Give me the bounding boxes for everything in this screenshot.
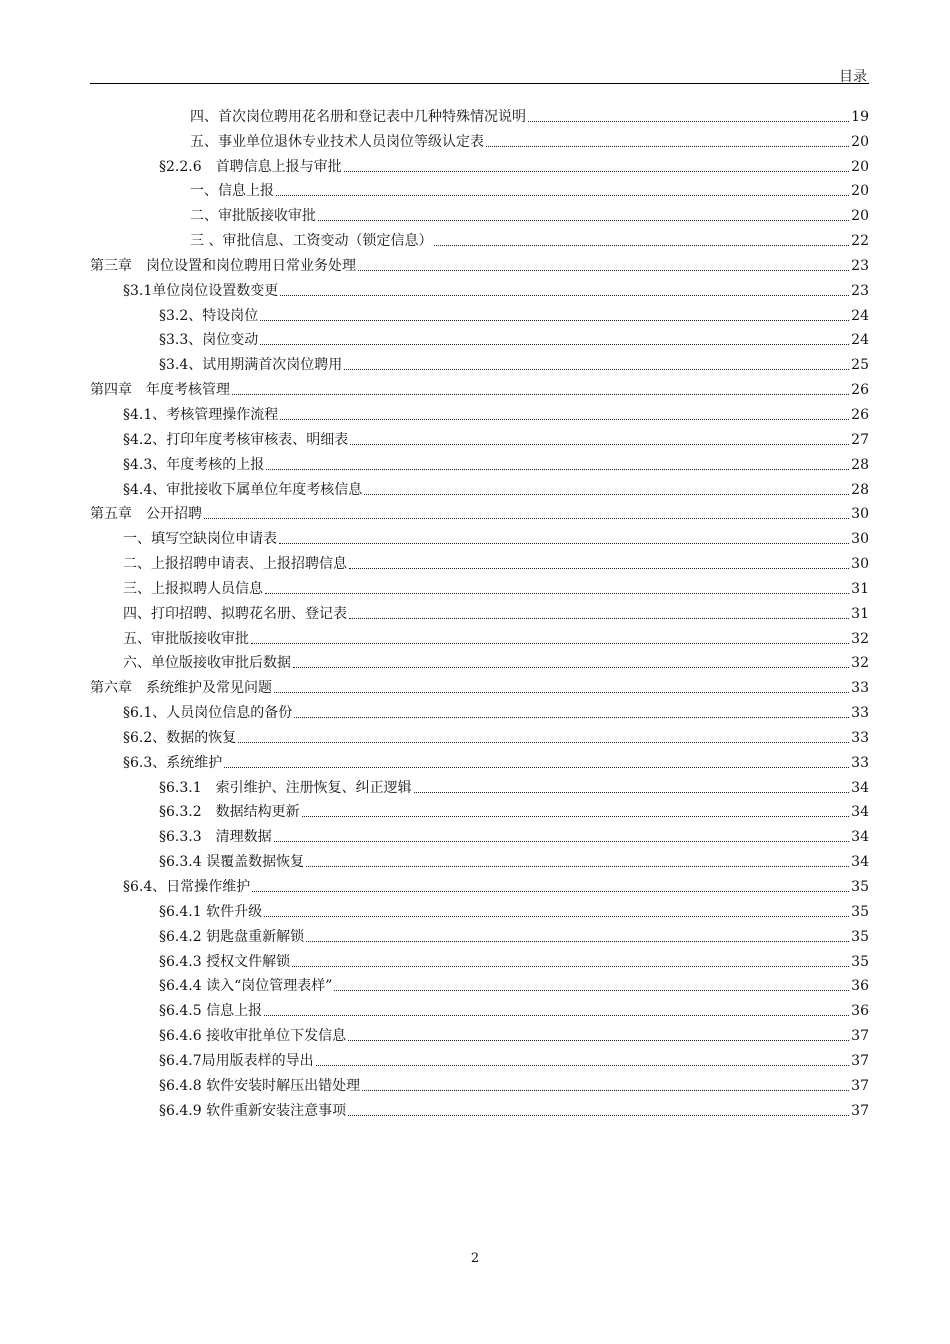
toc-entry-title: 六、单位版接收审批后数据 <box>123 655 291 672</box>
dot-leader <box>224 767 849 768</box>
toc-entry-page: 26 <box>851 406 869 423</box>
toc-entry[interactable] <box>90 821 869 846</box>
running-header-title: 目录 <box>839 69 867 85</box>
page-number: 2 <box>470 1251 480 1266</box>
dot-leader <box>280 295 849 296</box>
dot-leader <box>364 494 849 495</box>
toc-entry-title: §6.4.5 信息上报 <box>159 1003 263 1020</box>
toc-entry-page: 34 <box>851 829 869 846</box>
toc-entry-page: 37 <box>851 1102 869 1119</box>
toc-entry-page: 32 <box>851 630 869 647</box>
toc-entry[interactable] <box>90 1070 869 1095</box>
toc-entry-title: §6.3.2 数据结构更新 <box>159 804 300 821</box>
toc-entry-title: §6.3.1 索引维护、注册恢复、纠正逻辑 <box>159 779 412 796</box>
toc-entry-title: §6.4.4 读入“岗位管理表样” <box>159 978 333 995</box>
toc-entry-page: 23 <box>851 257 869 274</box>
dot-leader <box>348 1115 849 1116</box>
dot-leader <box>350 444 849 445</box>
toc-entry[interactable] <box>90 722 869 747</box>
toc-entry[interactable] <box>90 275 869 300</box>
toc-entry-title: §6.2、数据的恢复 <box>123 729 237 746</box>
toc-entry[interactable] <box>90 126 869 151</box>
dot-leader <box>302 816 850 817</box>
toc-entry-page: 33 <box>851 754 869 771</box>
toc-entry[interactable] <box>90 797 869 822</box>
toc-entry-title: §6.3.3 清理数据 <box>159 829 272 846</box>
dot-leader <box>292 966 849 967</box>
toc-entry-title: §6.4.1 软件升级 <box>159 903 263 920</box>
toc-entry[interactable] <box>90 499 869 524</box>
toc-entry-page: 28 <box>851 456 869 473</box>
toc-entry-page: 30 <box>851 506 869 523</box>
toc-entry-page: 35 <box>851 928 869 945</box>
dot-leader <box>434 245 849 246</box>
toc-entry[interactable] <box>90 176 869 201</box>
dot-leader <box>238 742 849 743</box>
toc-entry[interactable] <box>90 921 869 946</box>
dot-leader <box>334 990 849 991</box>
toc-entry-page: 25 <box>851 357 869 374</box>
toc-entry-page: 23 <box>851 282 869 299</box>
toc-entry-page: 26 <box>851 382 869 399</box>
toc-entry[interactable] <box>90 300 869 325</box>
toc-entry-page: 33 <box>851 680 869 697</box>
dot-leader <box>264 1015 849 1016</box>
toc-entry-title: 四、打印招聘、拟聘花名册、登记表 <box>123 605 347 622</box>
toc-entry-title: §6.4、日常操作维护 <box>123 879 251 895</box>
dot-leader <box>251 643 849 644</box>
toc-entry-page: 22 <box>851 233 869 250</box>
dot-leader <box>260 320 849 321</box>
toc-entry-title: §4.1、考核管理操作流程 <box>123 406 279 423</box>
dot-leader <box>316 1065 850 1066</box>
dot-leader <box>274 841 850 842</box>
toc-entry-page: 32 <box>851 655 869 672</box>
toc-entry-page: 20 <box>851 158 869 175</box>
toc-entry-title: 三、上报拟聘人员信息 <box>123 580 263 597</box>
toc-entry-title: §4.2、打印年度考核审核表、明细表 <box>123 431 349 448</box>
dot-leader <box>344 171 850 172</box>
toc-entry[interactable] <box>90 623 869 648</box>
header-divider <box>90 83 869 84</box>
toc-entry[interactable] <box>90 871 869 896</box>
toc-entry-page: 33 <box>851 729 869 746</box>
dot-leader <box>264 916 849 917</box>
toc-entry[interactable] <box>90 946 869 971</box>
toc-entry-title: 第五章 公开招聘 <box>90 506 202 523</box>
toc-entry-title: §6.4.2 钥匙盘重新解锁 <box>159 928 305 945</box>
dot-leader <box>344 369 849 370</box>
toc-entry-title: §6.4.9 软件重新安装注意事项 <box>159 1102 347 1119</box>
dot-leader <box>274 692 849 693</box>
toc-entry-title: §3.3、岗位变动 <box>159 332 259 349</box>
toc-entry[interactable] <box>90 1095 869 1120</box>
toc-entry[interactable] <box>90 449 869 474</box>
toc-entry-title: §3.1单位岗位设置数变更 <box>123 282 279 299</box>
toc-entry[interactable] <box>90 573 869 598</box>
toc-entry-page: 20 <box>851 133 869 150</box>
dot-leader <box>280 419 849 420</box>
toc-entry[interactable] <box>90 474 869 499</box>
toc-entry[interactable] <box>90 772 869 797</box>
toc-entry[interactable] <box>90 995 869 1020</box>
toc-entry-title: §6.4.6 接收审批单位下发信息 <box>159 1028 347 1045</box>
toc-entry[interactable] <box>90 598 869 623</box>
toc-entry[interactable] <box>90 523 869 548</box>
toc-entry-title: §6.1、人员岗位信息的备份 <box>123 705 293 722</box>
toc-entry-page: 35 <box>851 903 869 920</box>
toc-entry-page: 35 <box>851 879 869 895</box>
toc-entry-page: 37 <box>851 1028 869 1045</box>
toc-entry-title: §2.2.6 首聘信息上报与审批 <box>159 158 342 175</box>
dot-leader <box>348 1040 849 1041</box>
toc-entry-page: 27 <box>851 431 869 448</box>
toc-entry-title: 五、事业单位退休专业技术人员岗位等级认定表 <box>190 133 484 150</box>
toc-entry-page: 19 <box>851 108 869 125</box>
dot-leader <box>294 717 849 718</box>
toc-entry[interactable] <box>90 399 869 424</box>
toc-entry-title: §3.2、特设岗位 <box>159 307 259 324</box>
toc-entry-title: §3.4、试用期满首次岗位聘用 <box>159 357 343 374</box>
toc-entry-page: 24 <box>851 332 869 349</box>
toc-entry-title: §4.3、年度考核的上报 <box>123 456 265 473</box>
toc-entry-title: §4.4、审批接收下属单位年度考核信息 <box>123 481 363 498</box>
toc-entry-title: §6.3、系统维护 <box>123 754 223 771</box>
toc-entry-page: 36 <box>851 978 869 995</box>
toc-entry[interactable] <box>90 846 869 871</box>
dot-leader <box>265 593 849 594</box>
toc-entry-page: 36 <box>851 1003 869 1020</box>
toc-entry[interactable] <box>90 971 869 996</box>
toc-entry-title: 四、首次岗位聘用花名册和登记表中几种特殊情况说明 <box>190 108 526 125</box>
toc-entry[interactable] <box>90 151 869 176</box>
toc-entry-title: §6.4.8 软件安装时解压出错处理 <box>159 1077 361 1094</box>
dot-leader <box>232 394 849 395</box>
toc-entry[interactable] <box>90 697 869 722</box>
dot-leader <box>318 220 849 221</box>
table-of-contents <box>90 101 869 1120</box>
toc-entry-page: 20 <box>851 183 869 200</box>
toc-entry[interactable] <box>90 374 869 399</box>
dot-leader <box>306 866 849 867</box>
toc-entry-title: §6.4.7局用版表样的导出 <box>159 1052 314 1069</box>
toc-entry-page: 24 <box>851 307 869 324</box>
dot-leader <box>306 941 849 942</box>
toc-entry-title: 三 、审批信息、工资变动（锁定信息） <box>190 233 433 250</box>
toc-entry[interactable] <box>90 648 869 673</box>
toc-entry[interactable] <box>90 349 869 374</box>
toc-entry-title: §6.4.3 授权文件解锁 <box>159 953 291 970</box>
toc-entry-page: 20 <box>851 208 869 225</box>
toc-entry-page: 37 <box>851 1077 869 1094</box>
toc-entry-page: 30 <box>851 556 869 573</box>
dot-leader <box>266 469 849 470</box>
toc-entry[interactable] <box>90 250 869 275</box>
dot-leader <box>204 518 849 519</box>
toc-entry-page: 34 <box>851 854 869 871</box>
dot-leader <box>293 667 849 668</box>
toc-entry[interactable] <box>90 672 869 697</box>
toc-entry[interactable] <box>90 1020 869 1045</box>
dot-leader <box>486 146 849 147</box>
toc-entry-title: 二、审批版接收审批 <box>190 208 316 225</box>
toc-entry-page: 33 <box>851 705 869 722</box>
toc-entry-page: 30 <box>851 531 869 548</box>
toc-entry[interactable] <box>90 424 869 449</box>
dot-leader <box>362 1090 849 1091</box>
dot-leader <box>276 195 849 196</box>
toc-entry[interactable] <box>90 548 869 573</box>
toc-entry-title: §6.3.4 误覆盖数据恢复 <box>159 854 305 871</box>
toc-entry-page: 31 <box>851 580 869 597</box>
dot-leader <box>349 568 849 569</box>
dot-leader <box>252 891 849 892</box>
toc-entry-title: 第四章 年度考核管理 <box>90 382 230 399</box>
toc-entry-page: 35 <box>851 953 869 970</box>
toc-entry[interactable] <box>90 225 869 250</box>
dot-leader <box>414 792 850 793</box>
toc-entry[interactable] <box>90 200 869 225</box>
dot-leader <box>349 618 849 619</box>
toc-entry-title: 二、上报招聘申请表、上报招聘信息 <box>123 556 347 573</box>
toc-entry-title: 第六章 系统维护及常见问题 <box>90 680 272 697</box>
toc-entry-page: 34 <box>851 804 869 821</box>
toc-entry[interactable] <box>90 1045 869 1070</box>
dot-leader <box>358 270 849 271</box>
dot-leader <box>279 543 849 544</box>
toc-entry-page: 37 <box>851 1052 869 1069</box>
toc-entry[interactable] <box>90 896 869 921</box>
toc-entry-title: 一、填写空缺岗位申请表 <box>123 531 277 548</box>
toc-entry[interactable] <box>90 325 869 350</box>
toc-entry-page: 28 <box>851 481 869 498</box>
toc-entry-title: 一、信息上报 <box>190 183 274 200</box>
toc-entry-title: 五、审批版接收审批 <box>123 630 249 647</box>
toc-entry-title: 第三章 岗位设置和岗位聘用日常业务处理 <box>90 257 356 274</box>
toc-entry[interactable] <box>90 747 869 772</box>
toc-entry[interactable] <box>90 101 869 126</box>
toc-entry-page: 34 <box>851 779 869 796</box>
toc-entry-page: 31 <box>851 605 869 622</box>
dot-leader <box>528 121 849 122</box>
dot-leader <box>260 344 849 345</box>
